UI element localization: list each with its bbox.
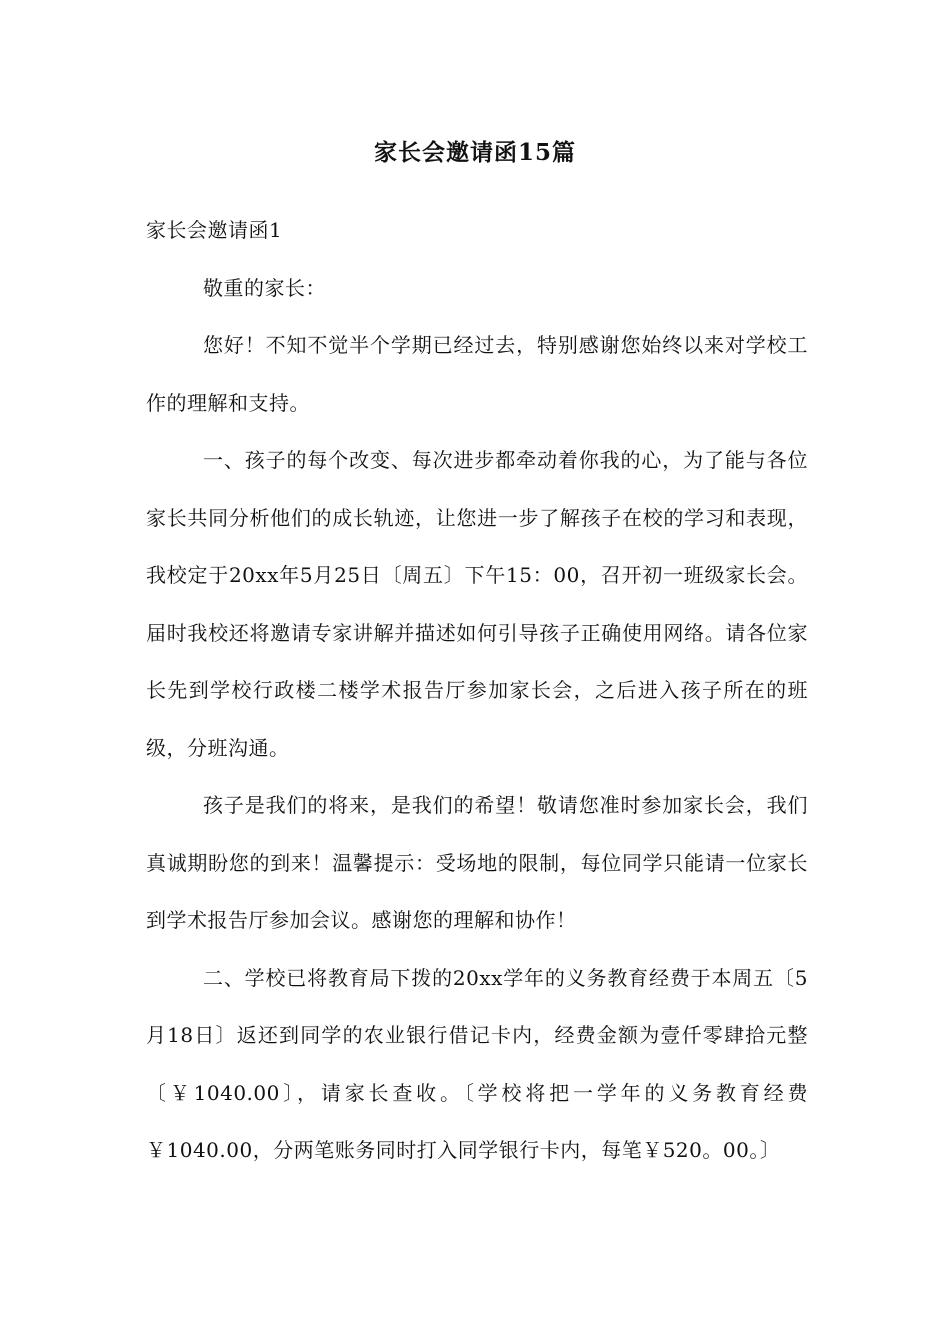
paragraph-funding-notice: 二、学校已将教育局下拨的20xx学年的义务教育经费于本周五〔5月18日〕返还到同学的农业银行借记卡内，经费金额为壹仟零肆拾元整〔￥1040.00〕，请家长查收。〔学校将把一学年的义务教育经费￥1040.00，分两笔账务同时打入同学银行卡内，每笔￥520。00。〕: [146, 965, 808, 1162]
document-title: 家长会邀请函15篇: [373, 139, 576, 166]
section-heading: 家长会邀请函1: [146, 218, 283, 242]
document-body: [146, 202, 808, 1180]
salutation: 敬重的家长：: [203, 275, 326, 300]
paragraph-invitation: 孩子是我们的将来，是我们的希望！敬请您准时参加家长会，我们真诚期盼您的到来！温馨提示：受场地的限制，每位同学只能请一位家长到学术报告厅参加会议。感谢您的理解和协作！: [146, 793, 808, 932]
paragraph-meeting-notice: 一、孩子的每个改变、每次进步都牵动着你我的心，为了能与各位家长共同分析他们的成长轨迹，让您进一步了解孩子在校的学习和表现，我校定于20xx年5月25日〔周五〕下午15：00，召开初一班级家长会。届时我校还将邀请专家讲解并描述如何引导孩子正确使用网络。请各位家长先到学校行政楼二楼学术报告厅参加家长会，之后进入孩子所在的班级，分班沟通。: [146, 448, 808, 760]
paragraph-greeting: 您好！不知不觉半个学期已经过去，特别感谢您始终以来对学校工作的理解和支持。: [146, 333, 808, 415]
